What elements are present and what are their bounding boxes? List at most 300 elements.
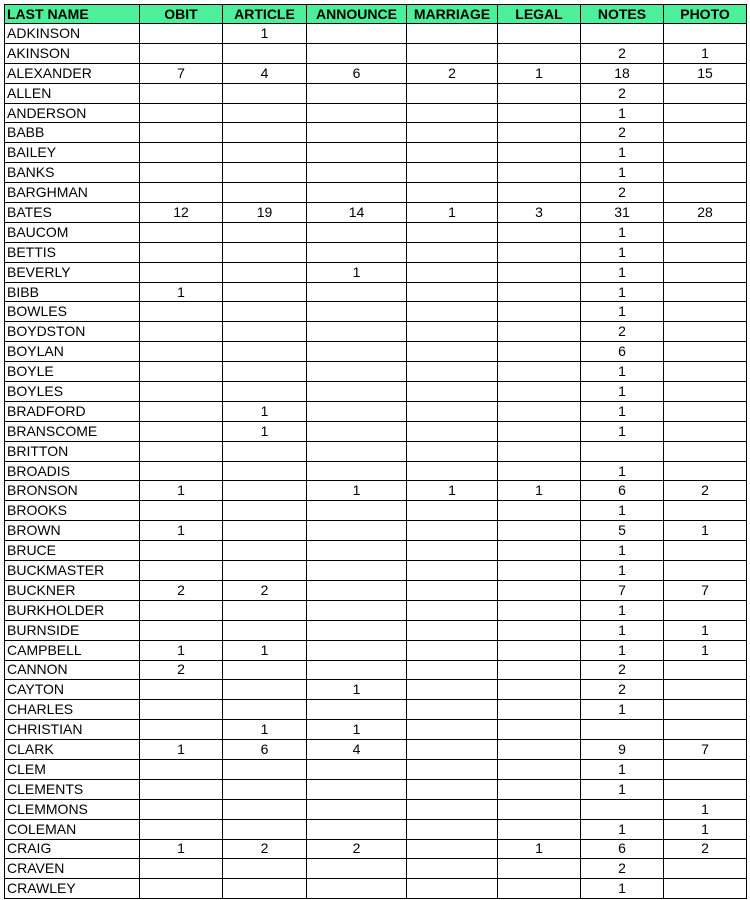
marriage-cell[interactable] (407, 43, 498, 63)
marriage-cell[interactable] (407, 401, 498, 421)
marriage-cell[interactable] (407, 859, 498, 879)
marriage-cell[interactable] (407, 421, 498, 441)
marriage-cell[interactable] (407, 382, 498, 402)
obit-cell[interactable] (140, 620, 223, 640)
obit-cell[interactable] (140, 322, 223, 342)
last-name-cell[interactable]: BANKS (5, 163, 140, 183)
legal-cell[interactable] (498, 24, 581, 44)
header-notes[interactable]: NOTES (581, 5, 664, 24)
obit-cell[interactable] (140, 382, 223, 402)
article-cell[interactable] (223, 342, 307, 362)
photo-cell[interactable] (664, 461, 747, 481)
article-cell[interactable] (223, 302, 307, 322)
announce-cell[interactable] (307, 620, 407, 640)
obit-cell[interactable] (140, 561, 223, 581)
last-name-cell[interactable]: BURNSIDE (5, 620, 140, 640)
photo-cell[interactable]: 1 (664, 799, 747, 819)
obit-cell[interactable]: 1 (140, 839, 223, 859)
legal-cell[interactable] (498, 819, 581, 839)
article-cell[interactable] (223, 779, 307, 799)
photo-cell[interactable] (664, 143, 747, 163)
announce-cell[interactable] (307, 362, 407, 382)
article-cell[interactable] (223, 382, 307, 402)
announce-cell[interactable] (307, 242, 407, 262)
article-cell[interactable] (223, 541, 307, 561)
last-name-cell[interactable]: CANNON (5, 660, 140, 680)
obit-cell[interactable] (140, 700, 223, 720)
photo-cell[interactable]: 1 (664, 620, 747, 640)
notes-cell[interactable]: 1 (581, 759, 664, 779)
notes-cell[interactable]: 1 (581, 501, 664, 521)
announce-cell[interactable] (307, 541, 407, 561)
legal-cell[interactable] (498, 103, 581, 123)
notes-cell[interactable]: 31 (581, 203, 664, 223)
marriage-cell[interactable] (407, 740, 498, 760)
notes-cell[interactable]: 1 (581, 700, 664, 720)
marriage-cell[interactable] (407, 759, 498, 779)
article-cell[interactable]: 1 (223, 720, 307, 740)
legal-cell[interactable] (498, 640, 581, 660)
obit-cell[interactable] (140, 799, 223, 819)
marriage-cell[interactable] (407, 441, 498, 461)
announce-cell[interactable] (307, 322, 407, 342)
obit-cell[interactable] (140, 362, 223, 382)
marriage-cell[interactable] (407, 521, 498, 541)
announce-cell[interactable]: 1 (307, 680, 407, 700)
last-name-cell[interactable]: BUCKNER (5, 580, 140, 600)
article-cell[interactable] (223, 879, 307, 899)
notes-cell[interactable]: 2 (581, 183, 664, 203)
article-cell[interactable] (223, 600, 307, 620)
legal-cell[interactable] (498, 322, 581, 342)
notes-cell[interactable]: 1 (581, 302, 664, 322)
obit-cell[interactable] (140, 859, 223, 879)
article-cell[interactable] (223, 43, 307, 63)
obit-cell[interactable] (140, 83, 223, 103)
notes-cell[interactable]: 1 (581, 163, 664, 183)
announce-cell[interactable] (307, 640, 407, 660)
legal-cell[interactable] (498, 461, 581, 481)
obit-cell[interactable] (140, 441, 223, 461)
photo-cell[interactable] (664, 700, 747, 720)
photo-cell[interactable]: 28 (664, 203, 747, 223)
last-name-cell[interactable]: BURKHOLDER (5, 600, 140, 620)
photo-cell[interactable]: 15 (664, 63, 747, 83)
notes-cell[interactable]: 1 (581, 222, 664, 242)
notes-cell[interactable]: 1 (581, 382, 664, 402)
last-name-cell[interactable]: AKINSON (5, 43, 140, 63)
marriage-cell[interactable] (407, 600, 498, 620)
last-name-cell[interactable]: CAMPBELL (5, 640, 140, 660)
article-cell[interactable] (223, 163, 307, 183)
last-name-cell[interactable]: BAUCOM (5, 222, 140, 242)
last-name-cell[interactable]: BOYDSTON (5, 322, 140, 342)
photo-cell[interactable]: 1 (664, 43, 747, 63)
article-cell[interactable] (223, 83, 307, 103)
obit-cell[interactable] (140, 541, 223, 561)
photo-cell[interactable] (664, 501, 747, 521)
last-name-cell[interactable]: BUCKMASTER (5, 561, 140, 581)
legal-cell[interactable] (498, 262, 581, 282)
photo-cell[interactable] (664, 859, 747, 879)
announce-cell[interactable]: 14 (307, 203, 407, 223)
legal-cell[interactable] (498, 501, 581, 521)
notes-cell[interactable]: 1 (581, 600, 664, 620)
legal-cell[interactable] (498, 401, 581, 421)
legal-cell[interactable] (498, 879, 581, 899)
announce-cell[interactable]: 4 (307, 740, 407, 760)
announce-cell[interactable] (307, 600, 407, 620)
notes-cell[interactable]: 1 (581, 401, 664, 421)
notes-cell[interactable]: 2 (581, 660, 664, 680)
article-cell[interactable] (223, 680, 307, 700)
announce-cell[interactable] (307, 819, 407, 839)
photo-cell[interactable] (664, 262, 747, 282)
photo-cell[interactable]: 2 (664, 481, 747, 501)
last-name-cell[interactable]: CLEMENTS (5, 779, 140, 799)
last-name-cell[interactable]: BRUCE (5, 541, 140, 561)
photo-cell[interactable] (664, 24, 747, 44)
last-name-cell[interactable]: CHRISTIAN (5, 720, 140, 740)
legal-cell[interactable] (498, 660, 581, 680)
article-cell[interactable] (223, 282, 307, 302)
obit-cell[interactable]: 1 (140, 640, 223, 660)
notes-cell[interactable]: 5 (581, 521, 664, 541)
announce-cell[interactable] (307, 779, 407, 799)
obit-cell[interactable]: 12 (140, 203, 223, 223)
last-name-cell[interactable]: BAILEY (5, 143, 140, 163)
marriage-cell[interactable] (407, 839, 498, 859)
marriage-cell[interactable] (407, 580, 498, 600)
header-legal[interactable]: LEGAL (498, 5, 581, 24)
notes-cell[interactable]: 1 (581, 262, 664, 282)
photo-cell[interactable] (664, 322, 747, 342)
obit-cell[interactable] (140, 421, 223, 441)
obit-cell[interactable]: 1 (140, 481, 223, 501)
marriage-cell[interactable] (407, 123, 498, 143)
article-cell[interactable]: 1 (223, 24, 307, 44)
notes-cell[interactable]: 6 (581, 839, 664, 859)
legal-cell[interactable] (498, 561, 581, 581)
obit-cell[interactable]: 7 (140, 63, 223, 83)
legal-cell[interactable] (498, 740, 581, 760)
notes-cell[interactable]: 9 (581, 740, 664, 760)
article-cell[interactable]: 1 (223, 640, 307, 660)
obit-cell[interactable] (140, 401, 223, 421)
announce-cell[interactable] (307, 163, 407, 183)
announce-cell[interactable] (307, 421, 407, 441)
header-photo[interactable]: PHOTO (664, 5, 747, 24)
last-name-cell[interactable]: CRAVEN (5, 859, 140, 879)
obit-cell[interactable] (140, 779, 223, 799)
article-cell[interactable]: 6 (223, 740, 307, 760)
marriage-cell[interactable] (407, 720, 498, 740)
notes-cell[interactable]: 6 (581, 342, 664, 362)
legal-cell[interactable] (498, 382, 581, 402)
photo-cell[interactable] (664, 680, 747, 700)
marriage-cell[interactable] (407, 779, 498, 799)
announce-cell[interactable]: 2 (307, 839, 407, 859)
photo-cell[interactable] (664, 561, 747, 581)
announce-cell[interactable] (307, 382, 407, 402)
announce-cell[interactable] (307, 461, 407, 481)
article-cell[interactable]: 4 (223, 63, 307, 83)
obit-cell[interactable] (140, 262, 223, 282)
article-cell[interactable]: 19 (223, 203, 307, 223)
marriage-cell[interactable] (407, 322, 498, 342)
marriage-cell[interactable] (407, 501, 498, 521)
legal-cell[interactable] (498, 282, 581, 302)
article-cell[interactable] (223, 799, 307, 819)
last-name-cell[interactable]: CLEMMONS (5, 799, 140, 819)
legal-cell[interactable] (498, 799, 581, 819)
obit-cell[interactable] (140, 143, 223, 163)
photo-cell[interactable]: 7 (664, 580, 747, 600)
article-cell[interactable] (223, 620, 307, 640)
header-marriage[interactable]: MARRIAGE (407, 5, 498, 24)
last-name-cell[interactable]: CLEM (5, 759, 140, 779)
announce-cell[interactable] (307, 302, 407, 322)
last-name-cell[interactable]: BOYLE (5, 362, 140, 382)
notes-cell[interactable]: 1 (581, 421, 664, 441)
notes-cell[interactable]: 2 (581, 680, 664, 700)
article-cell[interactable] (223, 461, 307, 481)
notes-cell[interactable]: 6 (581, 481, 664, 501)
marriage-cell[interactable] (407, 362, 498, 382)
last-name-cell[interactable]: CAYTON (5, 680, 140, 700)
legal-cell[interactable] (498, 700, 581, 720)
announce-cell[interactable] (307, 879, 407, 899)
notes-cell[interactable] (581, 799, 664, 819)
marriage-cell[interactable]: 1 (407, 203, 498, 223)
photo-cell[interactable] (664, 759, 747, 779)
notes-cell[interactable]: 1 (581, 541, 664, 561)
photo-cell[interactable] (664, 183, 747, 203)
announce-cell[interactable] (307, 521, 407, 541)
announce-cell[interactable] (307, 799, 407, 819)
last-name-cell[interactable]: BOYLES (5, 382, 140, 402)
legal-cell[interactable] (498, 143, 581, 163)
announce-cell[interactable] (307, 342, 407, 362)
header-last-name[interactable]: LAST NAME (5, 5, 140, 24)
legal-cell[interactable] (498, 600, 581, 620)
article-cell[interactable] (223, 222, 307, 242)
article-cell[interactable] (223, 242, 307, 262)
article-cell[interactable] (223, 143, 307, 163)
header-announce[interactable]: ANNOUNCE (307, 5, 407, 24)
legal-cell[interactable] (498, 541, 581, 561)
photo-cell[interactable] (664, 879, 747, 899)
announce-cell[interactable]: 1 (307, 262, 407, 282)
announce-cell[interactable] (307, 24, 407, 44)
article-cell[interactable] (223, 362, 307, 382)
marriage-cell[interactable]: 2 (407, 63, 498, 83)
marriage-cell[interactable] (407, 680, 498, 700)
last-name-cell[interactable]: ALEXANDER (5, 63, 140, 83)
announce-cell[interactable]: 1 (307, 720, 407, 740)
last-name-cell[interactable]: BRITTON (5, 441, 140, 461)
marriage-cell[interactable] (407, 282, 498, 302)
photo-cell[interactable]: 1 (664, 819, 747, 839)
obit-cell[interactable] (140, 242, 223, 262)
notes-cell[interactable]: 1 (581, 620, 664, 640)
announce-cell[interactable] (307, 759, 407, 779)
article-cell[interactable] (223, 819, 307, 839)
marriage-cell[interactable] (407, 143, 498, 163)
marriage-cell[interactable] (407, 103, 498, 123)
legal-cell[interactable] (498, 362, 581, 382)
article-cell[interactable] (223, 521, 307, 541)
last-name-cell[interactable]: ANDERSON (5, 103, 140, 123)
article-cell[interactable] (223, 859, 307, 879)
announce-cell[interactable] (307, 143, 407, 163)
obit-cell[interactable] (140, 183, 223, 203)
legal-cell[interactable] (498, 441, 581, 461)
marriage-cell[interactable] (407, 163, 498, 183)
obit-cell[interactable]: 1 (140, 521, 223, 541)
photo-cell[interactable]: 1 (664, 640, 747, 660)
marriage-cell[interactable] (407, 461, 498, 481)
legal-cell[interactable]: 1 (498, 63, 581, 83)
last-name-cell[interactable]: BRADFORD (5, 401, 140, 421)
last-name-cell[interactable]: CLARK (5, 740, 140, 760)
legal-cell[interactable] (498, 421, 581, 441)
last-name-cell[interactable]: BETTIS (5, 242, 140, 262)
notes-cell[interactable] (581, 720, 664, 740)
notes-cell[interactable]: 1 (581, 819, 664, 839)
marriage-cell[interactable] (407, 183, 498, 203)
last-name-cell[interactable]: CRAIG (5, 839, 140, 859)
legal-cell[interactable] (498, 242, 581, 262)
legal-cell[interactable] (498, 859, 581, 879)
last-name-cell[interactable]: BIBB (5, 282, 140, 302)
marriage-cell[interactable] (407, 660, 498, 680)
marriage-cell[interactable] (407, 640, 498, 660)
photo-cell[interactable] (664, 779, 747, 799)
obit-cell[interactable] (140, 600, 223, 620)
notes-cell[interactable]: 1 (581, 282, 664, 302)
legal-cell[interactable] (498, 183, 581, 203)
notes-cell[interactable]: 1 (581, 879, 664, 899)
photo-cell[interactable]: 2 (664, 839, 747, 859)
legal-cell[interactable] (498, 620, 581, 640)
legal-cell[interactable] (498, 580, 581, 600)
photo-cell[interactable] (664, 302, 747, 322)
article-cell[interactable] (223, 561, 307, 581)
marriage-cell[interactable] (407, 83, 498, 103)
legal-cell[interactable] (498, 779, 581, 799)
announce-cell[interactable] (307, 222, 407, 242)
legal-cell[interactable] (498, 43, 581, 63)
marriage-cell[interactable] (407, 561, 498, 581)
notes-cell[interactable]: 2 (581, 123, 664, 143)
article-cell[interactable] (223, 322, 307, 342)
marriage-cell[interactable] (407, 799, 498, 819)
obit-cell[interactable]: 2 (140, 580, 223, 600)
notes-cell[interactable]: 2 (581, 322, 664, 342)
article-cell[interactable] (223, 183, 307, 203)
last-name-cell[interactable]: BATES (5, 203, 140, 223)
photo-cell[interactable] (664, 103, 747, 123)
notes-cell[interactable]: 2 (581, 859, 664, 879)
last-name-cell[interactable]: BROWN (5, 521, 140, 541)
notes-cell[interactable]: 2 (581, 83, 664, 103)
legal-cell[interactable] (498, 123, 581, 143)
notes-cell[interactable]: 1 (581, 561, 664, 581)
marriage-cell[interactable] (407, 222, 498, 242)
announce-cell[interactable] (307, 561, 407, 581)
article-cell[interactable] (223, 103, 307, 123)
photo-cell[interactable] (664, 382, 747, 402)
last-name-cell[interactable]: BRONSON (5, 481, 140, 501)
legal-cell[interactable]: 1 (498, 839, 581, 859)
photo-cell[interactable] (664, 342, 747, 362)
legal-cell[interactable]: 1 (498, 481, 581, 501)
marriage-cell[interactable] (407, 541, 498, 561)
legal-cell[interactable] (498, 222, 581, 242)
obit-cell[interactable] (140, 819, 223, 839)
marriage-cell[interactable] (407, 700, 498, 720)
notes-cell[interactable]: 1 (581, 461, 664, 481)
legal-cell[interactable] (498, 302, 581, 322)
article-cell[interactable] (223, 660, 307, 680)
article-cell[interactable] (223, 262, 307, 282)
last-name-cell[interactable]: ALLEN (5, 83, 140, 103)
announce-cell[interactable] (307, 183, 407, 203)
last-name-cell[interactable]: BRANSCOME (5, 421, 140, 441)
obit-cell[interactable] (140, 342, 223, 362)
obit-cell[interactable] (140, 222, 223, 242)
photo-cell[interactable] (664, 600, 747, 620)
article-cell[interactable] (223, 501, 307, 521)
photo-cell[interactable] (664, 282, 747, 302)
legal-cell[interactable] (498, 720, 581, 740)
legal-cell[interactable]: 3 (498, 203, 581, 223)
notes-cell[interactable]: 1 (581, 242, 664, 262)
announce-cell[interactable]: 1 (307, 481, 407, 501)
obit-cell[interactable] (140, 720, 223, 740)
last-name-cell[interactable]: COLEMAN (5, 819, 140, 839)
photo-cell[interactable] (664, 83, 747, 103)
marriage-cell[interactable] (407, 819, 498, 839)
announce-cell[interactable]: 6 (307, 63, 407, 83)
article-cell[interactable] (223, 481, 307, 501)
marriage-cell[interactable] (407, 342, 498, 362)
photo-cell[interactable] (664, 720, 747, 740)
marriage-cell[interactable] (407, 262, 498, 282)
obit-cell[interactable]: 1 (140, 740, 223, 760)
announce-cell[interactable] (307, 660, 407, 680)
announce-cell[interactable] (307, 441, 407, 461)
last-name-cell[interactable]: BEVERLY (5, 262, 140, 282)
last-name-cell[interactable]: BABB (5, 123, 140, 143)
last-name-cell[interactable]: BROOKS (5, 501, 140, 521)
announce-cell[interactable] (307, 43, 407, 63)
header-article[interactable]: ARTICLE (223, 5, 307, 24)
marriage-cell[interactable] (407, 620, 498, 640)
obit-cell[interactable] (140, 461, 223, 481)
legal-cell[interactable] (498, 521, 581, 541)
photo-cell[interactable] (664, 421, 747, 441)
obit-cell[interactable] (140, 302, 223, 322)
last-name-cell[interactable]: BOYLAN (5, 342, 140, 362)
photo-cell[interactable] (664, 222, 747, 242)
photo-cell[interactable]: 7 (664, 740, 747, 760)
last-name-cell[interactable]: CHARLES (5, 700, 140, 720)
obit-cell[interactable] (140, 24, 223, 44)
announce-cell[interactable] (307, 700, 407, 720)
notes-cell[interactable]: 1 (581, 362, 664, 382)
